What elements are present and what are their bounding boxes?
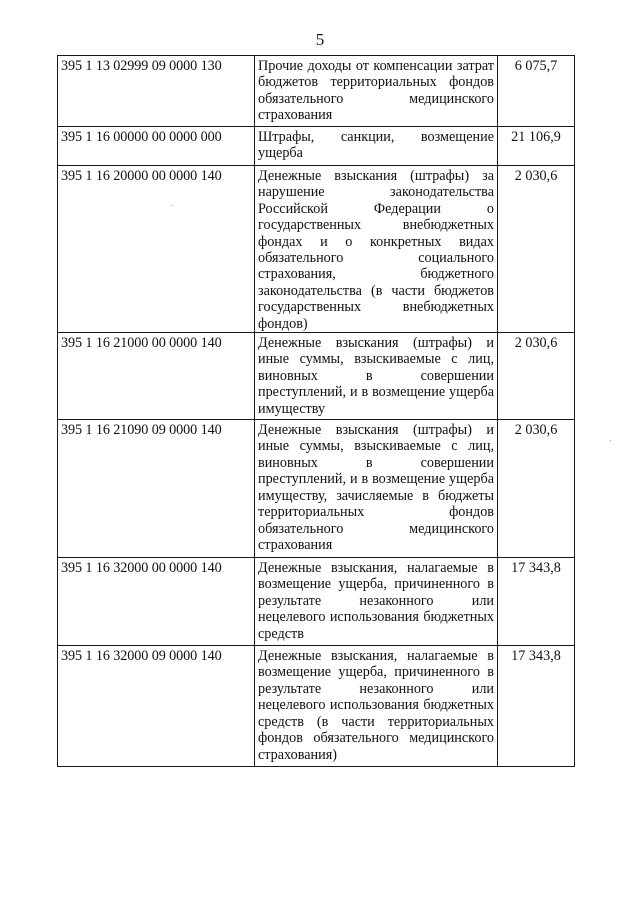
row-description: Денежные взыскания (штрафы) за нарушение законодательства Российской Федерации о государственных внебюджетных фондах и о конкретных видах обязательного социального страхования, бюджетного законодательства (в части бюджетов государственных внебюджетных фондов) bbox=[255, 166, 498, 333]
table-row bbox=[58, 420, 575, 558]
row-code: 395 1 16 21090 09 0000 140 bbox=[58, 420, 255, 558]
scan-speck bbox=[172, 205, 173, 206]
row-description: Прочие доходы от компенсации затрат бюджетов территориальных фондов обязательного медицинского страхования bbox=[255, 56, 498, 127]
row-amount: 21 106,9 bbox=[498, 127, 575, 166]
row-code: 395 1 16 21000 00 0000 140 bbox=[58, 333, 255, 420]
table-row bbox=[58, 127, 575, 166]
row-code: 395 1 16 00000 00 0000 000 bbox=[58, 127, 255, 166]
table-row bbox=[58, 333, 575, 420]
row-amount: 2 030,6 bbox=[498, 333, 575, 420]
page-number: 5 bbox=[315, 30, 325, 49]
row-amount: 17 343,8 bbox=[498, 558, 575, 646]
revenue-table bbox=[57, 55, 575, 767]
table-row bbox=[58, 56, 575, 127]
row-description: Денежные взыскания (штрафы) и иные суммы, взыскиваемые с лиц, виновных в совершении преступлений, и в возмещение ущерба имуществу bbox=[255, 333, 498, 420]
scan-speck bbox=[610, 440, 611, 441]
row-amount: 2 030,6 bbox=[498, 420, 575, 558]
row-amount: 6 075,7 bbox=[498, 56, 575, 127]
row-amount: 2 030,6 bbox=[498, 166, 575, 333]
row-code: 395 1 13 02999 09 0000 130 bbox=[58, 56, 255, 127]
row-description: Денежные взыскания, налагаемые в возмещение ущерба, причиненного в результате незаконного или нецелевого использования бюджетных средств bbox=[255, 558, 498, 646]
row-description: Денежные взыскания (штрафы) и иные суммы, взыскиваемые с лиц, виновных в совершении преступлений, и в возмещение ущерба имуществу, зачисляемые в бюджеты территориальных фондов обязательного медицинского страхования bbox=[255, 420, 498, 558]
row-description: Денежные взыскания, налагаемые в возмещение ущерба, причиненного в результате незаконного или нецелевого использования бюджетных средств (в части территориальных фондов обязательного медицинского страхования) bbox=[255, 646, 498, 767]
table-row bbox=[58, 558, 575, 646]
row-code: 395 1 16 20000 00 0000 140 bbox=[58, 166, 255, 333]
row-code: 395 1 16 32000 00 0000 140 bbox=[58, 558, 255, 646]
table-row bbox=[58, 166, 575, 333]
row-description: Штрафы, санкции, возмещение ущерба bbox=[255, 127, 498, 166]
row-code: 395 1 16 32000 09 0000 140 bbox=[58, 646, 255, 767]
table-row bbox=[58, 646, 575, 767]
row-amount: 17 343,8 bbox=[498, 646, 575, 767]
